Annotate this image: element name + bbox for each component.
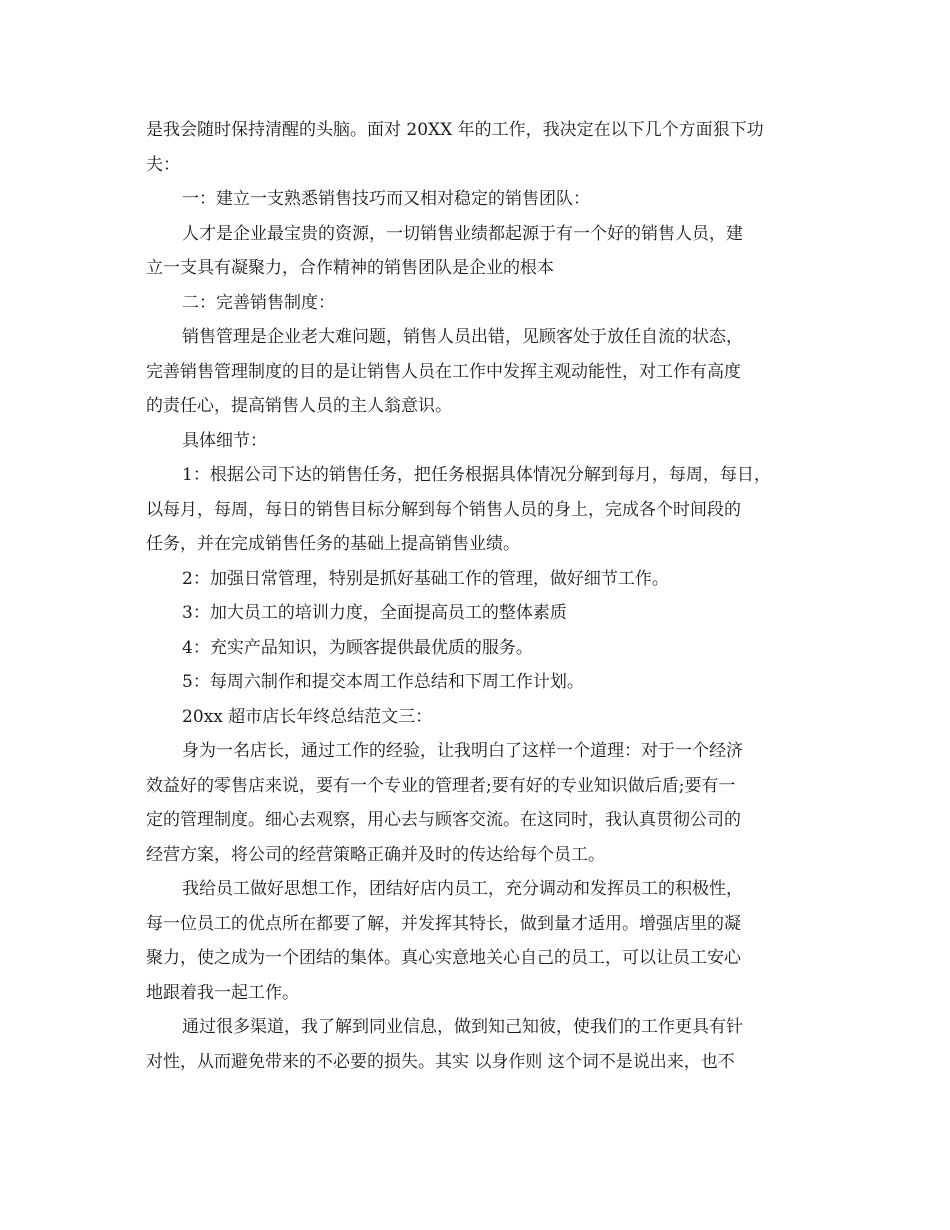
text-line: 夫： — [146, 154, 180, 175]
text-line: 是我会随时保持清醒的头脑。面对 20XX 年的工作，我决定在以下几个方面狠下功 — [146, 120, 764, 140]
text-line: 4：充实产品知识，为顾客提供最优质的服务。 — [182, 637, 533, 658]
text-line: 我给员工做好思想工作，团结好店内员工，充分调动和发挥员工的积极性， — [182, 879, 743, 899]
text-line: 销售管理是企业老大难问题，销售人员出错，见顾客处于放任自流的状态， — [182, 327, 743, 347]
text-line: 经营方案，将公司的经营策略正确并及时的传达给每个员工。 — [146, 844, 605, 865]
text-line: 任务，并在完成销售任务的基础上提高销售业绩。 — [146, 534, 520, 554]
text-line: 具体细节： — [182, 430, 267, 451]
text-line: 每一位员工的优点所在都要了解，并发挥其特长，做到量才适用。增强店里的凝 — [146, 913, 741, 934]
text-line: 地跟着我一起工作。 — [146, 982, 299, 1003]
document-body — [146, 113, 826, 1079]
text-line: 一：建立一支熟悉销售技巧而又相对稳定的销售团队： — [182, 189, 590, 209]
text-line: 的责任心，提高销售人员的主人翁意识。 — [146, 396, 452, 416]
text-line: 1：根据公司下达的销售任务，把任务根据具体情况分解到每月，每周，每日， — [182, 465, 771, 485]
text-line: 通过很多渠道，我了解到同业信息，做到知己知彼，使我们的工作更具有针 — [182, 1017, 743, 1037]
text-line: 效益好的零售店来说，要有一个专业的管理者;要有好的专业知识做后盾;要有一 — [146, 775, 736, 796]
text-line: 5：每周六制作和提交本周工作总结和下周工作计划。 — [182, 672, 584, 692]
text-line: 完善销售管理制度的目的是让销售人员在工作中发挥主观动能性，对工作有高度 — [146, 361, 741, 382]
text-line: 20xx 超市店长年终总结范文三： — [182, 706, 433, 727]
text-line: 身为一名店长，通过工作的经验，让我明白了这样一个道理：对于一个经济 — [182, 741, 743, 761]
text-line: 3：加大员工的培训力度，全面提高员工的整体素质 — [182, 603, 567, 623]
text-line: 二：完善销售制度： — [182, 292, 335, 313]
text-line: 2：加强日常管理，特别是抓好基础工作的管理，做好细节工作。 — [182, 568, 669, 589]
text-line: 定的管理制度。细心去观察，用心去与顾客交流。在这同时，我认真贯彻公司的 — [146, 810, 741, 830]
text-line: 立一支具有凝聚力，合作精神的销售团队是企业的根本 — [146, 258, 554, 278]
text-line: 对性，从而避免带来的不必要的损失。其实 以身作则 这个词不是说出来，也不 — [146, 1051, 735, 1072]
text-line: 聚力，使之成为一个团结的集体。真心实意地关心自己的员工，可以让员工安心 — [146, 948, 741, 968]
text-line: 以每月，每周，每日的销售目标分解到每个销售人员的身上，完成各个时间段的 — [146, 499, 741, 520]
text-line: 人才是企业最宝贵的资源，一切销售业绩都起源于有一个好的销售人员，建 — [182, 223, 743, 244]
